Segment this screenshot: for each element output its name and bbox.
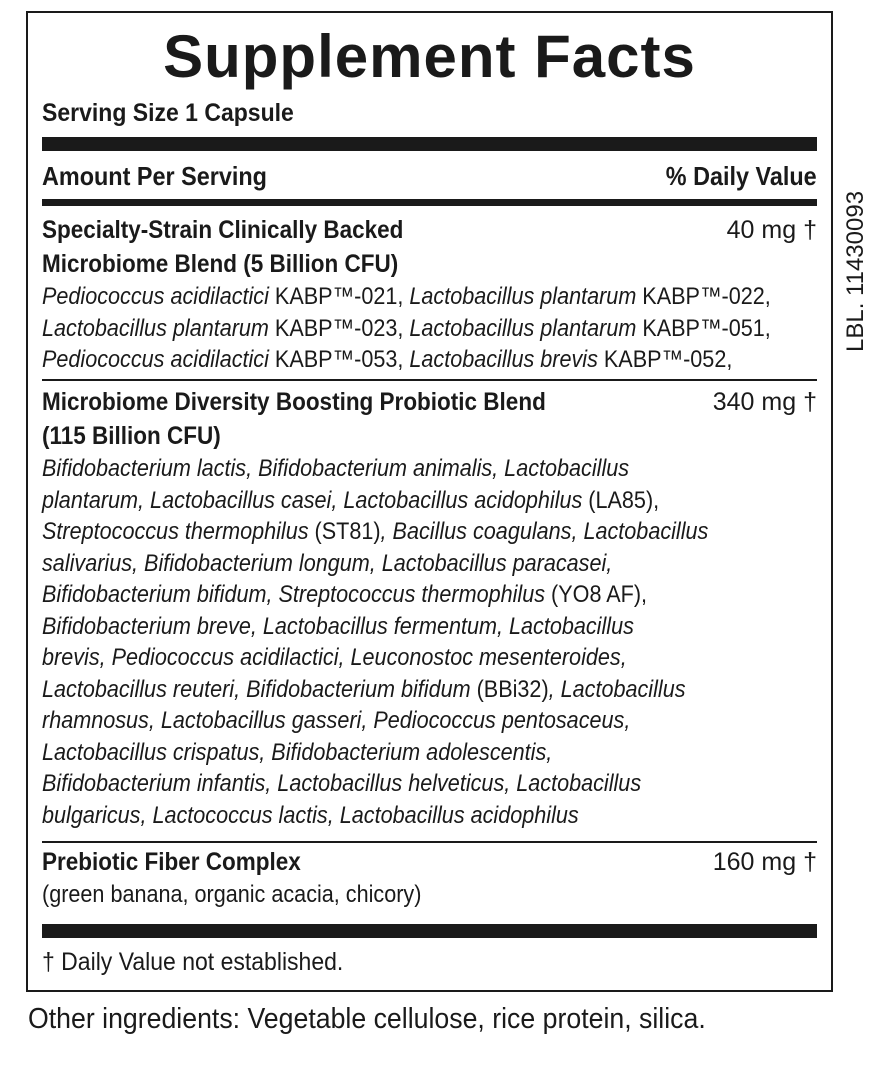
ingredient-line: Lactobacillus crispatus, Bifidobacterium adolescentis, xyxy=(42,738,553,766)
thick-divider xyxy=(42,924,817,938)
daily-value-label: % Daily Value xyxy=(666,161,817,191)
serving-size: Serving Size 1 Capsule xyxy=(42,99,294,127)
ingredient-list xyxy=(42,453,740,831)
ingredient-line: Bifidobacterium lactis, Bifidobacterium animalis, Lactobacillus xyxy=(42,455,630,482)
section-amount: 40 mg † xyxy=(726,216,817,244)
ingredient-section xyxy=(42,213,817,376)
section-name-line: Microbiome Blend (5 Billion CFU) xyxy=(42,250,399,278)
ingredient-list xyxy=(42,879,740,911)
ingredient-line: Bifidobacterium breve, Lactobacillus fermentum, Lactobacillus xyxy=(42,612,634,640)
section-name-line: (115 Billion CFU) xyxy=(42,422,221,450)
amount-per-serving-label: Amount Per Serving xyxy=(42,161,267,191)
column-header xyxy=(42,161,817,192)
supplement-facts-panel xyxy=(26,11,833,992)
ingredient-section xyxy=(42,385,817,831)
label-code-text: LBL. 11430093 xyxy=(842,190,869,352)
panel-title: Supplement Facts xyxy=(163,23,696,90)
ingredient-line: Streptococcus thermophilus (ST81), Bacillus coagulans, Lactobacillus xyxy=(42,518,709,545)
medium-divider xyxy=(42,199,817,206)
thick-divider xyxy=(42,137,817,151)
ingredient-line: Pediococcus acidilactici KABP™-021, Lactobacillus plantarum KABP™-022, xyxy=(42,283,771,310)
ingredient-line: Bifidobacterium bifidum, Streptococcus thermophilus (YO8 AF), xyxy=(42,581,648,608)
ingredient-line: Lactobacillus plantarum KABP™-023, Lactobacillus plantarum KABP™-051, xyxy=(42,314,771,342)
section-amount: 160 mg † xyxy=(712,848,817,876)
ingredient-line: salivarius, Bifidobacterium longum, Lactobacillus paracasei, xyxy=(42,549,613,577)
ingredient-section xyxy=(42,845,817,911)
ingredient-line: (green banana, organic acacia, chicory) xyxy=(42,881,422,908)
ingredient-line: Pediococcus acidilactici KABP™-053, Lactobacillus brevis KABP™-052, xyxy=(42,346,733,373)
section-name xyxy=(42,385,582,453)
ingredient-line: bulgaricus, Lactococcus lactis, Lactobacillus acidophilus xyxy=(42,801,579,829)
ingredient-list xyxy=(42,281,771,376)
other-ingredients: Other ingredients: Vegetable cellulose, rice protein, silica. xyxy=(28,1003,706,1035)
ingredient-line: rhamnosus, Lactobacillus gasseri, Pediococcus pentosaceus, xyxy=(42,707,631,734)
section-name xyxy=(42,845,582,879)
thin-divider xyxy=(42,379,817,381)
ingredient-line: brevis, Pediococcus acidilactici, Leuconostoc mesenteroides, xyxy=(42,644,627,671)
ingredient-line: Bifidobacterium infantis, Lactobacillus helveticus, Lactobacillus xyxy=(42,770,642,797)
label-code xyxy=(842,182,872,352)
ingredient-line: Lactobacillus reuteri, Bifidobacterium bifidum (BBi32), Lactobacillus xyxy=(42,675,686,703)
section-name-line: Prebiotic Fiber Complex xyxy=(42,848,301,876)
footnote: † Daily Value not established. xyxy=(42,948,344,976)
section-name-line: Specialty-Strain Clinically Backed xyxy=(42,216,404,244)
thin-divider xyxy=(42,841,817,843)
section-amount: 340 mg † xyxy=(712,388,817,416)
section-name-line: Microbiome Diversity Boosting Probiotic Blend xyxy=(42,388,546,416)
section-name xyxy=(42,213,582,281)
ingredient-line: plantarum, Lactobacillus casei, Lactobacillus acidophilus (LA85), xyxy=(42,486,660,514)
